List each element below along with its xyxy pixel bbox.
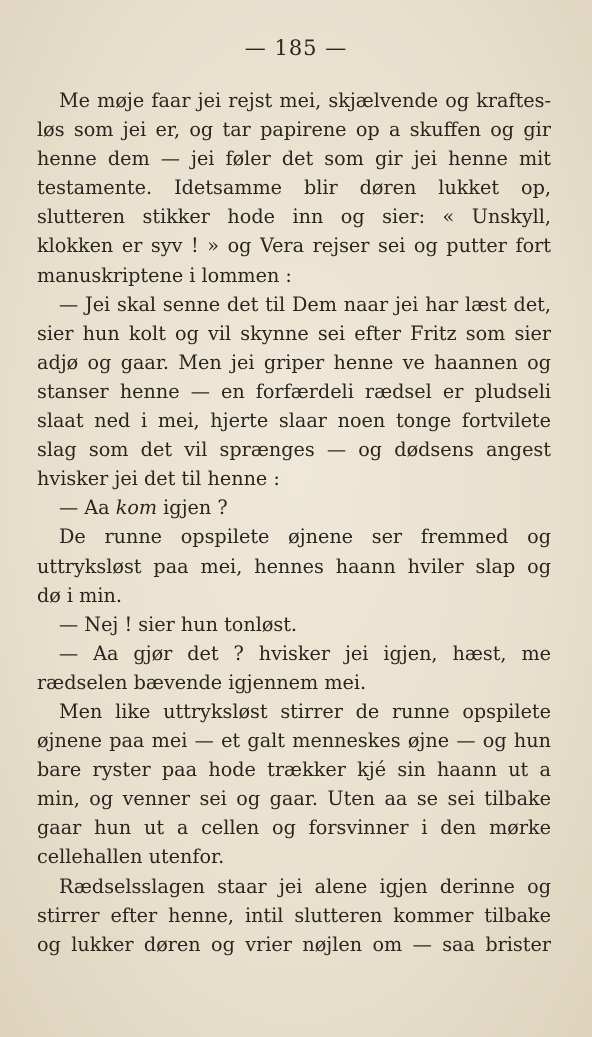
text-line xyxy=(37,493,551,522)
text-line: De runne opspilete øjnene ser fremmed og xyxy=(59,525,551,549)
text-line: slaat ned i mei, hjerte slaar noen tonge fortvilete xyxy=(37,409,551,433)
text-line: manuskriptene i lommen : xyxy=(37,263,292,287)
text-line: Rædselsslagen staar jei alene igjen derinne og xyxy=(59,874,551,898)
text-line: gaar hun ut a cellen og forsvinner i den mørke xyxy=(37,816,551,840)
page-number: — 185 — xyxy=(244,36,348,60)
text-line: øjnene paa mei — et galt menneskes øjne — og hun xyxy=(37,729,551,753)
text-line: Me møje faar jei rejst mei, skjælvende og kraftes- xyxy=(59,89,551,112)
text-run: — Aa xyxy=(59,496,116,520)
text-run: igjen ? xyxy=(157,496,228,520)
text-line: klokken er syv ! » og Vera rejser sei og putter fort xyxy=(37,234,551,258)
text-line: cellehallen utenfor. xyxy=(37,845,225,869)
text-line: sier hun kolt og vil skynne sei efter Fritz som sier xyxy=(37,321,551,345)
text-line: slutteren stikker hode inn og sier: « Unskyll, xyxy=(37,205,551,229)
body-text xyxy=(37,86,551,959)
text-line: — Jei skal senne det til Dem naar jei har læst det, xyxy=(59,292,551,316)
text-line: uttryksløst paa mei, hennes haann hviler slap og xyxy=(37,554,551,578)
text-line: løs som jei er, og tar papirene op a skuffen og gir xyxy=(37,118,551,142)
text-line: rædselen bævende igjennem mei. xyxy=(37,670,367,694)
text-line: slag som det vil sprænges — og dødsens angest xyxy=(37,438,551,462)
text-line: stanser henne — en forfærdeli rædsel er pludseli xyxy=(37,379,551,403)
text-line: hvisker jei det til henne : xyxy=(37,467,280,491)
text-line: Men like uttryksløst stirrer de runne opspilete xyxy=(59,699,551,723)
text-line: og lukker døren og vrier nøjlen om — saa brister xyxy=(37,932,551,956)
text-line: bare ryster paa hode trækker kjé sin haann ut a xyxy=(37,758,551,782)
text-line: — Nej ! sier hun tonløst. xyxy=(59,612,298,636)
text-line: testamente. Idetsamme blir døren lukket op, xyxy=(37,176,551,200)
text-line: stirrer efter henne, intil slutteren kommer tilbake xyxy=(37,903,551,927)
text-line: dø i min. xyxy=(37,583,122,607)
text-line: — Aa gjør det ? hvisker jei igjen, hæst, me xyxy=(59,641,551,665)
text-line: min, og venner sei og gaar. Uten aa se sei tilbake xyxy=(37,787,551,811)
emphasis-run: kom xyxy=(115,496,158,520)
text-line: adjø og gaar. Men jei griper henne ve haannen og xyxy=(37,350,551,374)
text-line: henne dem — jei føler det som gir jei henne mit xyxy=(37,147,551,171)
